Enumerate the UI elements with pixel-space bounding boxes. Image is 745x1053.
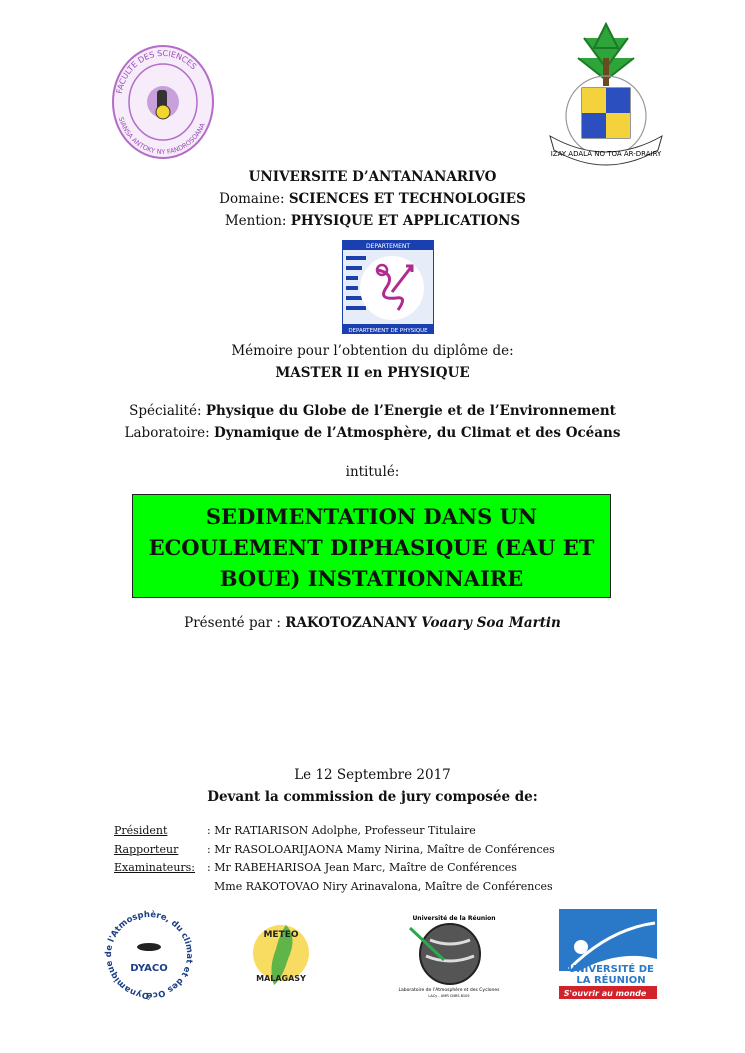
univ-reunion-slogan: S'ouvrir au monde — [563, 989, 647, 998]
department-physics-logo — [342, 240, 434, 334]
universite-reunion-logo — [559, 909, 657, 999]
lacy-small-text: LACy - UMR CNRS 8105 — [428, 994, 470, 998]
mention-value: PHYSIQUE ET APPLICATIONS — [290, 213, 521, 229]
author-first-name: Voaary Soa Martin — [421, 615, 561, 631]
presented-by-line — [0, 612, 745, 634]
dyaco-ring-text: Dynamique de l'Atmosphère, du climat et des Océ — [104, 909, 195, 1001]
lacy-top-text: Université de la Réunion — [412, 915, 496, 922]
presented-by-label: Présenté par : — [184, 615, 286, 631]
author-last-name: RAKOTOZANANY — [285, 615, 417, 631]
specialite-label: Spécialité: — [129, 403, 206, 419]
laboratoire-value: Dynamique de l’Atmosphère, du Climat et des Océans — [213, 425, 621, 441]
jury-row-examinateur-1 — [114, 859, 594, 877]
dept-logo-top-text: DEPARTEMENT — [365, 243, 411, 250]
domain-value: SCIENCES ET TECHNOLOGIES — [288, 191, 526, 207]
jury-role: Président — [114, 824, 168, 837]
thesis-title-line-1: SEDIMENTATION DANS UN — [205, 504, 538, 529]
meteo-bottom-text: MALAGASY — [256, 974, 306, 983]
domain-line — [0, 188, 745, 210]
seal-text-bottom: SIANSA ANTOKY NY FANDROSOANA — [116, 116, 207, 157]
university-name: UNIVERSITE D’ANTANANARIVO — [248, 169, 497, 185]
laboratoire-line — [0, 422, 745, 444]
univ-reunion-line2: LA RÉUNION — [576, 975, 646, 986]
jury-role: Examinateurs: — [114, 861, 196, 874]
jury-member: : Mr RABEHARISOA Jean Marc, Maître de Conférences — [207, 861, 517, 874]
dept-logo-bottom-text: DEPARTEMENT DE PHYSIQUE — [348, 328, 428, 334]
mention-label: Mention: — [224, 213, 291, 229]
meteo-malagasy-logo — [238, 915, 324, 995]
crest-banner-text: IZAY ADALA NO TOA AR-DRAIRY — [550, 150, 662, 158]
jury-row-examinateur-2 — [114, 878, 594, 896]
jury-commission-heading: Devant la commission de jury composée de: — [207, 789, 538, 805]
specialite-value: Physique du Globe de l’Energie et de l’Environnement — [205, 403, 616, 419]
meteo-top-text: METEO — [263, 930, 299, 940]
jury-role: Rapporteur — [114, 842, 179, 856]
thesis-title-line-2: ECOULEMENT DIPHASIQUE (EAU ET — [148, 535, 595, 560]
univ-reunion-line1: UNIVERSITÉ DE — [568, 964, 654, 975]
faculty-seal-logo — [107, 40, 219, 164]
jury-member: : Mr RATIARISON Adolphe, Professeur Titulaire — [207, 824, 476, 837]
laboratoire-label: Laboratoire: — [124, 425, 214, 441]
jury-member: : Mr RASOLOARIJAONA Mamy Nirina, Maître de Conférences — [207, 842, 555, 856]
domain-label: Domaine: — [219, 191, 289, 207]
memoire-line: Mémoire pour l’obtention du diplôme de: — [231, 343, 514, 359]
dyaco-center-text: DYACO — [130, 963, 168, 974]
seal-text-top: FACULTE DES SCIENCES — [114, 48, 199, 95]
lacy-reunion-logo — [396, 910, 502, 1000]
dyaco-logo — [98, 905, 200, 1003]
lacy-bottom-text: Laboratoire de l'Atmosphère et des Cyclones — [398, 988, 500, 993]
degree-line: MASTER II en PHYSIQUE — [275, 365, 470, 381]
university-crest-logo — [544, 18, 668, 176]
defense-date: Le 12 Septembre 2017 — [294, 767, 451, 783]
jury-row-rapporteur — [114, 841, 594, 859]
intitule-line: intitulé: — [345, 464, 400, 480]
thesis-title-line-3: BOUE) INSTATIONNAIRE — [219, 566, 524, 591]
jury-member: Mme RAKOTOVAO Niry Arinavalona, Maître de Conférences — [214, 879, 553, 893]
specialite-line — [0, 400, 745, 422]
thesis-title-box — [132, 494, 611, 598]
jury-list — [114, 822, 594, 896]
jury-row-president — [114, 822, 594, 840]
mention-line — [0, 210, 745, 232]
